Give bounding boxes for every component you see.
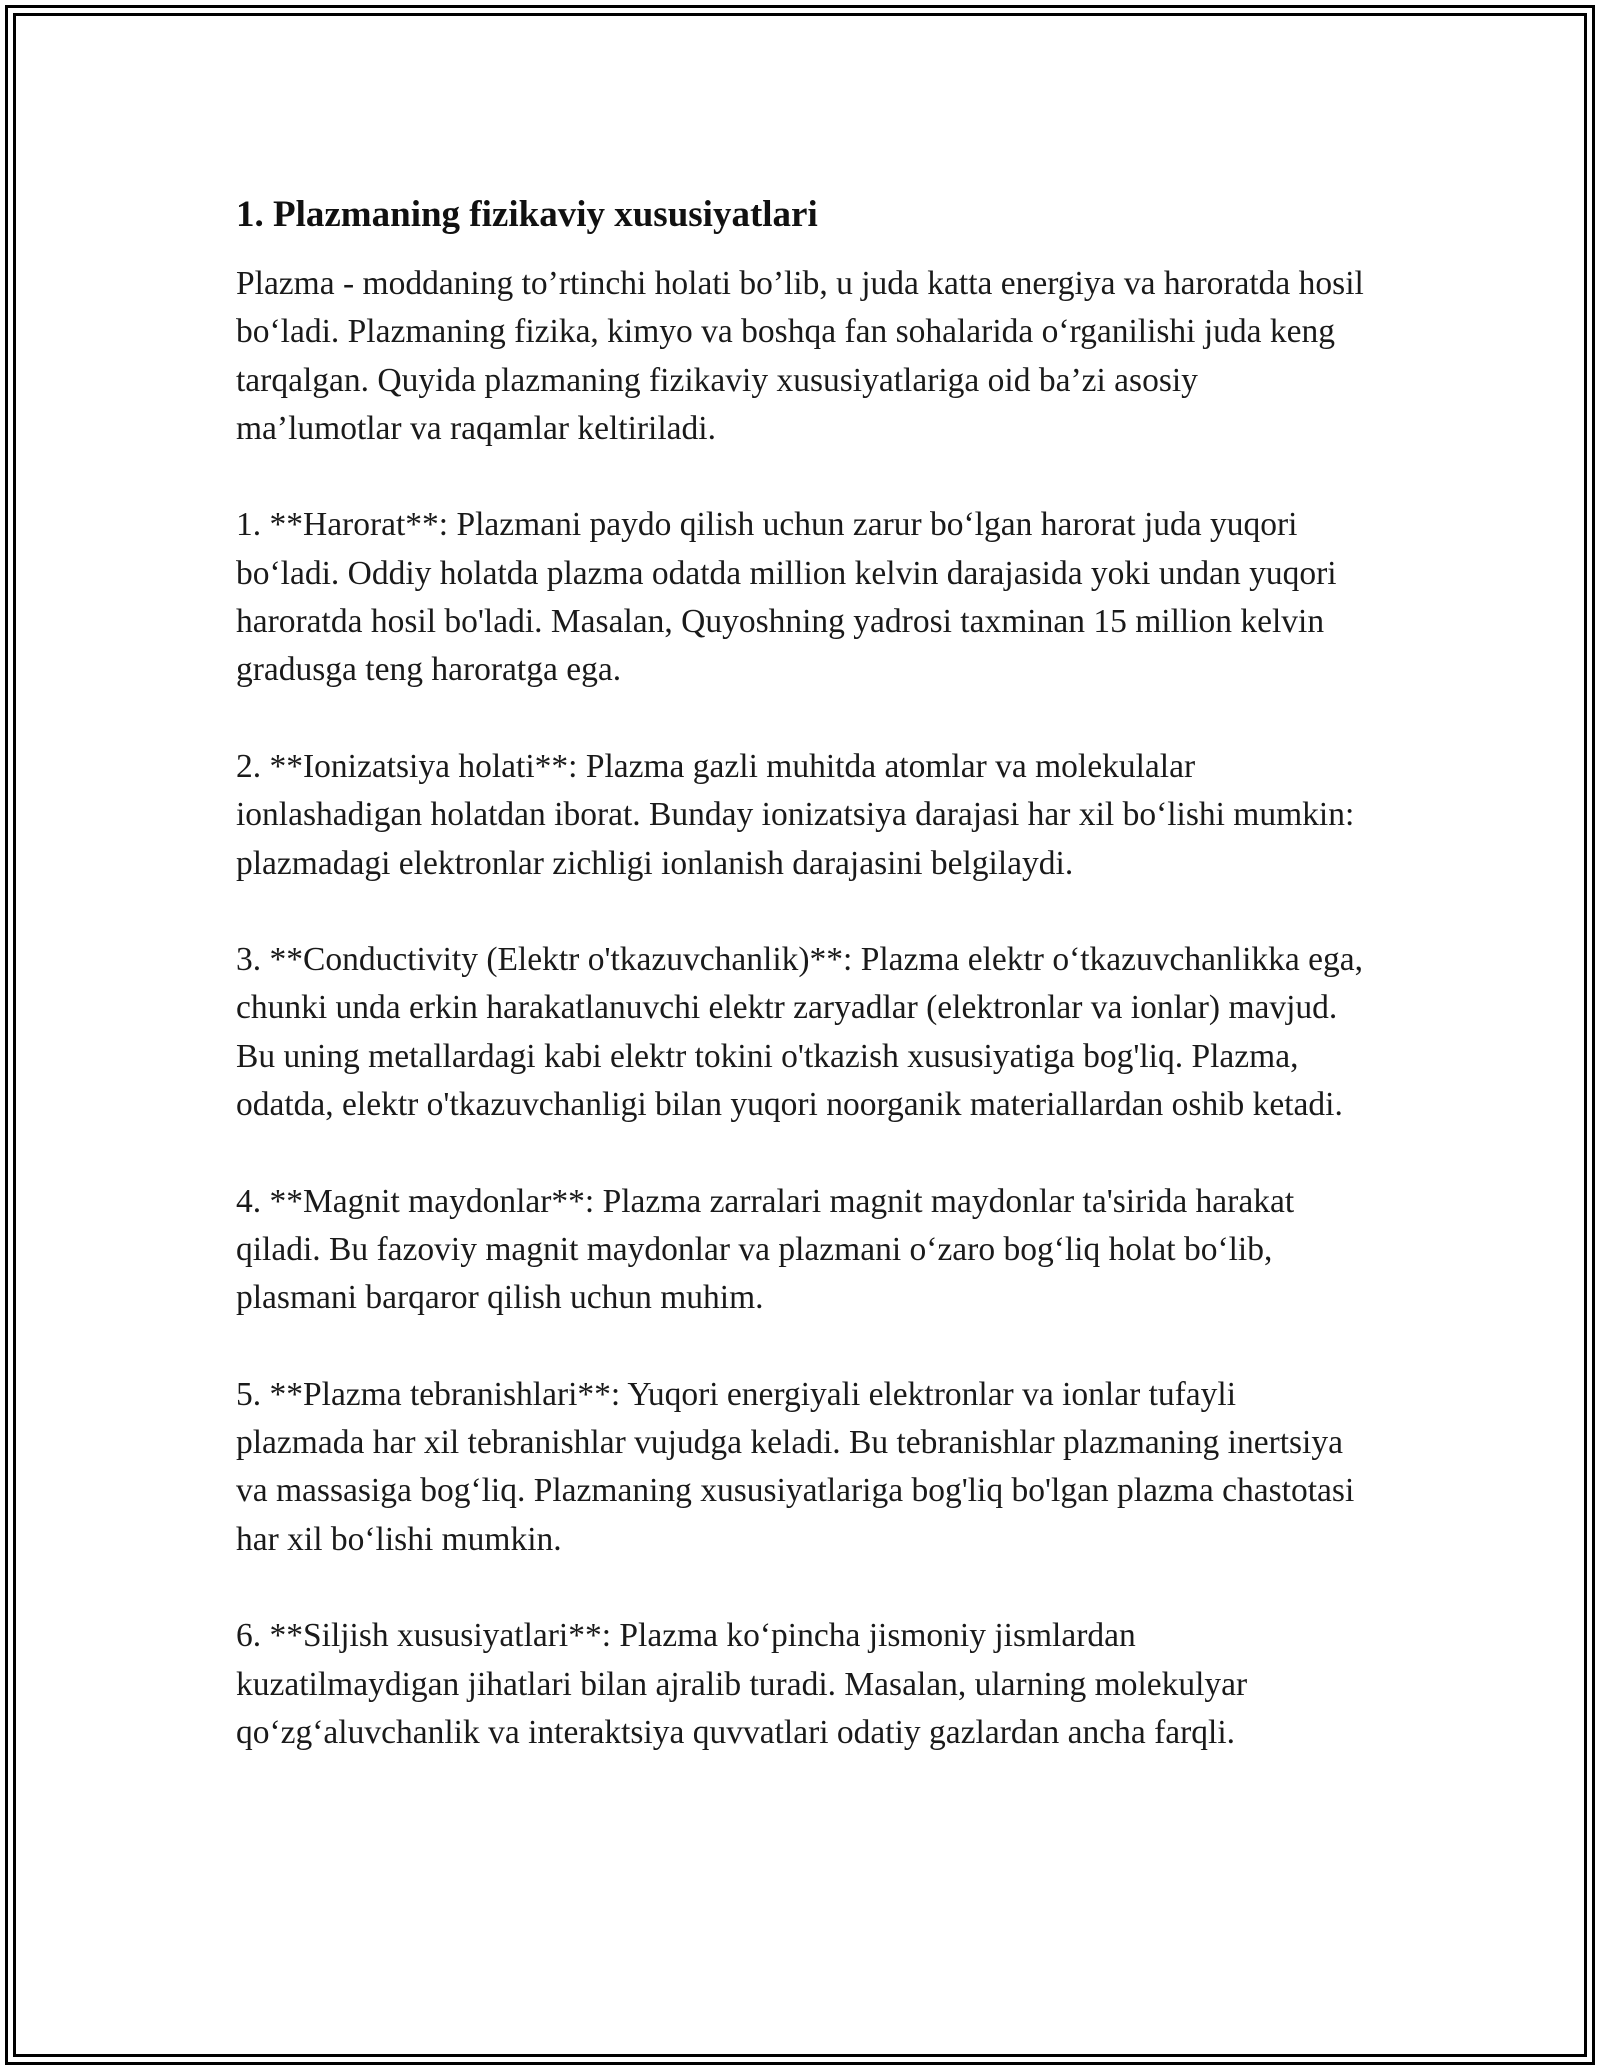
intro-paragraph: Plazma - moddaning to’rtinchi holati bo’lib, u juda katta energiya va haroratda hosil bo‘ladi. Plazmaning fizika, kimyo va boshqa fan sohalarida o‘rganilishi juda keng tarqalgan. Quyida plazmaning fizikaviy xususiyatlariga oid ba’zi asosiy ma’lumotlar va raqamlar keltiriladi. [236,265,1364,447]
section-heading: 1. Plazmaning fizikaviy xususiyatlari [236,194,818,235]
item-tebranish-paragraph: 5. **Plazma tebranishlari**: Yuqori energiyali elektronlar va ionlar tufayli plazmada har xil tebranishlar vujudga keladi. Bu tebranishlar plazmaning inertsiya va massasiga bog‘liq. Plazmaning xususiyatlariga bog'liq bo'lgan plazma chastotasi har xil bo‘lishi mumkin. [236,1375,1355,1558]
item-conductivity-paragraph: 3. **Conductivity (Elektr o'tkazuvchanlik)**: Plazma elektr o‘tkazuvchanlikka ega, chunki unda erkin harakatlanuvchi elektr zaryadlar (elektronlar va ionlar) mavjud. Bu uning metallardagi kabi elektr tokini o'tkazish xususiyatiga bog'liq. Plazma, odatda, elektr o'tkazuvchanligi bilan yuqori noorganik materiallardan oshib ketadi. [236,941,1363,1124]
item-siljish-paragraph: 6. **Siljish xususiyatlari**: Plazma ko‘pincha jismoniy jismlardan kuzatilmaydigan jihatlari bilan ajralib turadi. Masalan, ularning molekulyar qo‘zg‘aluvchanlik va interaktsiya quvvatlari odatiy gazlardan ancha farqli. [236,1617,1248,1751]
item-harorat-paragraph: 1. **Harorat**: Plazmani paydo qilish uchun zarur bo‘lgan harorat juda yuqori bo‘ladi. Oddiy holatda plazma odatda million kelvin darajasida yoki undan yuqori haroratda hosil bo'ladi. Masalan, Quyoshning yadrosi taxminan 15 million kelvin gradusga teng haroratga ega. [236,506,1337,689]
item-ionizatsiya-paragraph: 2. **Ionizatsiya holati**: Plazma gazli muhitda atomlar va molekulalar ionlashadigan holatdan iborat. Bunday ionizatsiya darajasi har xil bo‘lishi mumkin: plazmadagi elektronlar zichligi ionlanish darajasini belgilaydi. [236,747,1355,882]
item-magnit-paragraph: 4. **Magnit maydonlar**: Plazma zarralari magnit maydonlar ta'sirida harakat qiladi. Bu fazoviy magnit maydonlar va plazmani o‘zaro bog‘liq holat bo‘lib, plasmani barqaror qilish uchun muhim. [236,1182,1295,1317]
document-body [236,190,1366,1757]
